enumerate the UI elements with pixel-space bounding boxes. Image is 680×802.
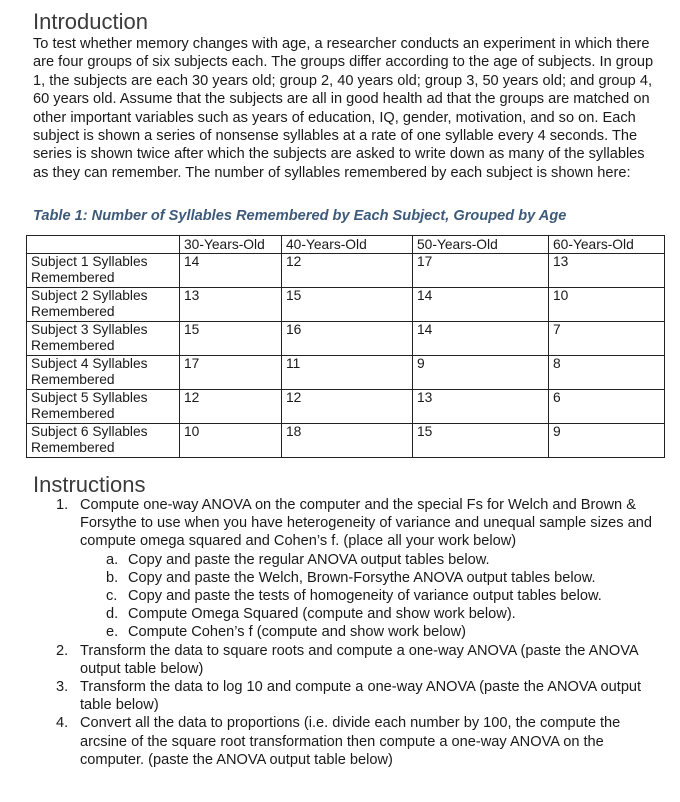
sub-list-item <box>106 569 662 587</box>
item-text: Transform the data to square roots and compute a one-way ANOVA (paste the ANOVA output table below) <box>80 642 638 677</box>
column-header: 30-Years-Old <box>180 236 282 254</box>
table-cell: 12 <box>180 390 282 424</box>
table-row <box>27 424 665 458</box>
sub-list-item <box>106 605 662 623</box>
column-header: 40-Years-Old <box>282 236 413 254</box>
table-cell: 14 <box>413 288 549 322</box>
item-text: Copy and paste the regular ANOVA output tables below. <box>128 551 490 568</box>
table-row <box>27 390 665 424</box>
item-text: Convert all the data to proportions (i.e. divide each number by 100, the compute the arcsine of the square root transformation then compute a one-way ANOVA on the computer. (paste the ANOVA output table below) <box>80 715 621 768</box>
list-item <box>56 678 662 714</box>
table-cell: 12 <box>282 390 413 424</box>
sub-list-item <box>106 551 662 569</box>
table-cell: 16 <box>282 322 413 356</box>
table-cell: 11 <box>282 356 413 390</box>
sub-list <box>80 551 662 642</box>
row-label: Subject 1 Syllables Remembered <box>27 254 180 288</box>
row-label: Subject 2 Syllables Remembered <box>27 288 180 322</box>
table-cell: 18 <box>282 424 413 458</box>
column-header: 50-Years-Old <box>413 236 549 254</box>
table-cell: 13 <box>413 390 549 424</box>
list-item <box>56 496 662 642</box>
table-cell: 14 <box>180 254 282 288</box>
table-row <box>27 356 665 390</box>
list-item <box>56 642 662 678</box>
syllables-table <box>26 235 665 458</box>
column-header: 60-Years-Old <box>549 236 665 254</box>
row-label: Subject 3 Syllables Remembered <box>27 322 180 356</box>
table-cell: 15 <box>180 322 282 356</box>
item-number: 1. <box>56 497 69 513</box>
list-item <box>56 714 662 769</box>
intro-paragraph: To test whether memory changes with age, a researcher conducts an experiment in which there are four groups of six subjects each. The groups differ according to the age of subjects. In group 1, the subjects are each 30 years old; group 2, 40 years old; group 3, 50 years old; and group 4, 60 years old. Assume that the subjects are all in good health ad that the groups are matched on other important variables such as years of education, IQ, gender, motivation, and so on. Each subject is shown a series of nonsense syllables at a rate of one syllable every 4 seconds. The series is shown twice after which the subjects are asked to write down as many of the syllables as they can remember. The number of syllables remembered by each subject is shown here: <box>33 36 654 181</box>
instructions-list <box>56 496 662 769</box>
table-row <box>27 322 665 356</box>
table-header-row <box>27 236 665 254</box>
table-cell: 10 <box>180 424 282 458</box>
item-letter: a. <box>106 551 119 568</box>
table-cell: 12 <box>282 254 413 288</box>
table-cell: 13 <box>549 254 665 288</box>
table-cell: 7 <box>549 322 665 356</box>
table-row <box>27 254 665 288</box>
table-cell: 13 <box>180 288 282 322</box>
item-letter: d. <box>106 606 119 623</box>
instructions-heading: Instructions <box>33 472 146 497</box>
table-cell: 6 <box>549 390 665 424</box>
table-cell: 14 <box>413 322 549 356</box>
table-cell: 9 <box>549 424 665 458</box>
sub-list-item <box>106 587 662 605</box>
item-number: 3. <box>56 679 69 696</box>
item-text: Transform the data to log 10 and compute a one-way ANOVA (paste the ANOVA output table below) <box>80 679 642 714</box>
row-label: Subject 4 Syllables Remembered <box>27 356 180 390</box>
row-label: Subject 5 Syllables Remembered <box>27 390 180 424</box>
table-cell: 17 <box>413 254 549 288</box>
table-cell: 8 <box>549 356 665 390</box>
item-text: Copy and paste the tests of homogeneity of variance output tables below. <box>128 588 602 605</box>
item-text: Compute Omega Squared (compute and show work below). <box>128 606 516 623</box>
item-text: Copy and paste the Welch, Brown-Forsythe ANOVA output tables below. <box>128 569 596 586</box>
table-cell: 15 <box>282 288 413 322</box>
intro-heading: Introduction <box>33 9 148 34</box>
table-cell: 17 <box>180 356 282 390</box>
item-text: Compute one-way ANOVA on the computer and the special Fs for Welch and Brown & Forsythe to use when you have heterogeneity of variance and unequal sample sizes and compute omega squared and Cohen’s f. (place all your work below) <box>80 497 652 550</box>
sub-list-item <box>106 623 662 641</box>
row-label: Subject 6 Syllables Remembered <box>27 424 180 458</box>
table-corner-cell <box>27 236 180 254</box>
table-caption: Table 1: Number of Syllables Remembered by Each Subject, Grouped by Age <box>33 208 567 224</box>
item-number: 2. <box>56 642 69 659</box>
table-cell: 9 <box>413 356 549 390</box>
item-text: Compute Cohen’s f (compute and show work below) <box>128 624 466 641</box>
item-letter: b. <box>106 569 119 586</box>
table-cell: 15 <box>413 424 549 458</box>
table-cell: 10 <box>549 288 665 322</box>
item-letter: c. <box>106 588 118 605</box>
table-row <box>27 288 665 322</box>
item-number: 4. <box>56 715 69 732</box>
item-letter: e. <box>106 624 119 641</box>
